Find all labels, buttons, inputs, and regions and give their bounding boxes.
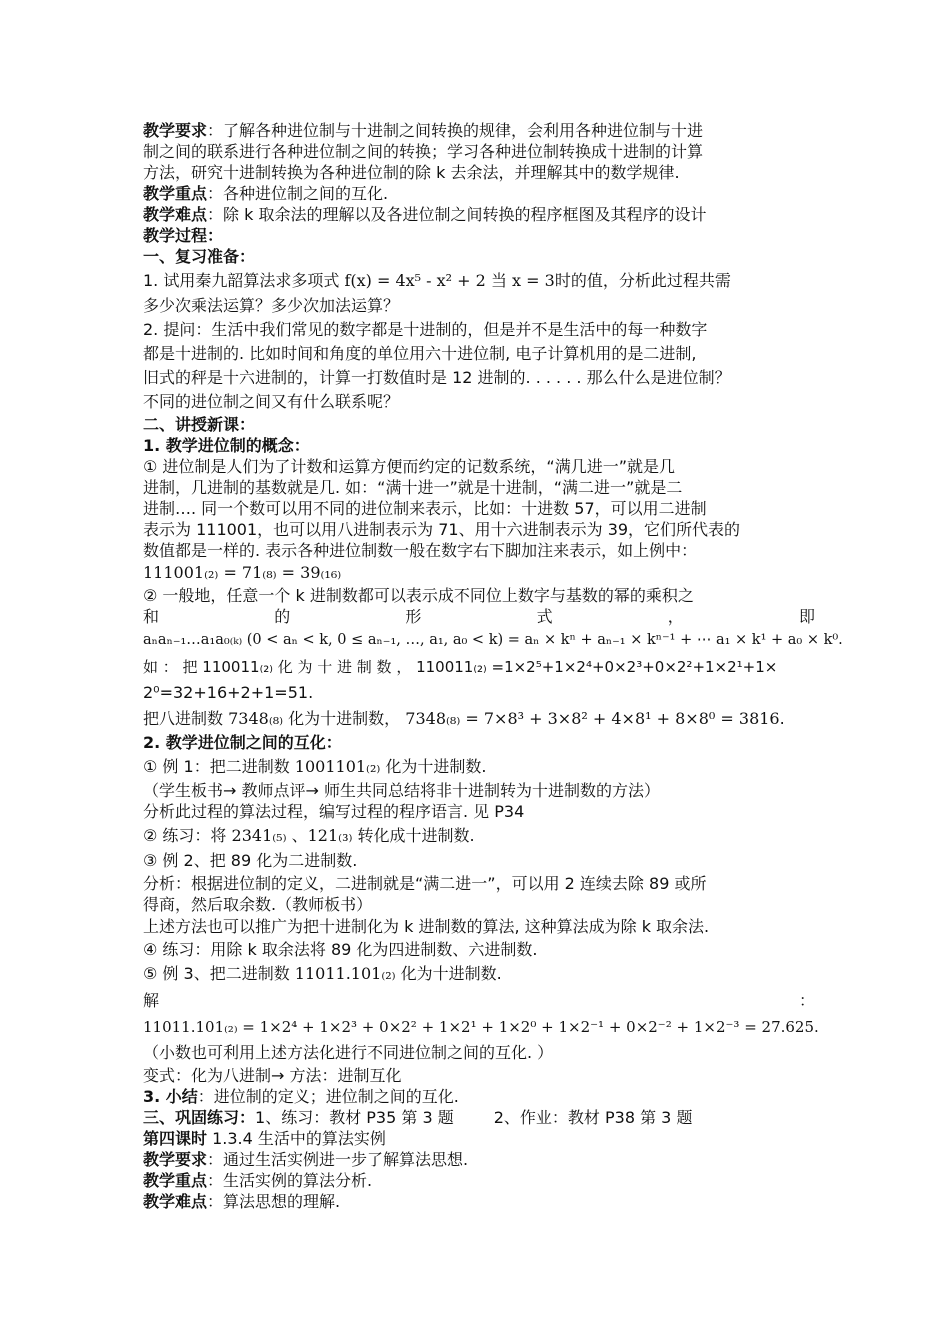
teaching-difficulty: 教学难点：除 k 取余法的理解以及各进位制之间转换的程序框图及其程序的设计 [143, 205, 707, 224]
concept-para-line1: ① 进位制是人们为了计数和运算方便而约定的记数系统，“满几进一”就是几 [143, 457, 676, 476]
solution-label-line: 解 ： [143, 991, 815, 1010]
general-form-line2: 和 的 形 式 ， 即 [143, 607, 815, 626]
lesson4-key-point: 教学重点：生活实例的算法分析. [143, 1171, 373, 1190]
review-question2-cont2: 旧式的秤是十六进制的，计算一打数值时是 12 进制的. . . . . . 那么什么是进位制？ [143, 368, 731, 387]
concept-heading: 1. 教学进位制的概念： [143, 436, 310, 455]
lesson4-difficulty: 教学难点：算法思想的理解. [143, 1192, 341, 1211]
example1-analysis: 分析此过程的算法过程，编写过程的程序语言. 见 P34 [143, 802, 525, 821]
requirements-label: 教学要求 [143, 121, 208, 140]
document-body [143, 120, 843, 1212]
teaching-key-point: 教学重点：各种进位制之间的互化. [143, 184, 389, 203]
exercise4: ④ 练习：用除 k 取余法将 89 化为四进制数、六进制数. [143, 940, 538, 959]
section3-practice: 三、巩固练习：1、练习：教材 P35 第 3 题 2、作业：教材 P38 第 3 题 [143, 1108, 693, 1127]
octal-formula: 7348₍₈₎ = 7×8³ + 3×8² + 4×8¹ + 8×8⁰ = 3816 [405, 709, 780, 728]
decimal-note: （小数也可利用上述方法化进行不同进位制之间的互化. ） [143, 1043, 554, 1062]
section2-heading: 二、讲授新课： [143, 415, 256, 434]
concept-para-line5: 数值都是一样的. 表示各种进位制数一般在数字右下脚加注来表示，如上例中： [143, 541, 698, 560]
lesson4-requirements: 教学要求：通过生活实例进一步了解算法思想. [143, 1150, 469, 1169]
example3: ⑤ 例 3、把二进制数 11011.101₍₂₎ 化为十进制数. [143, 964, 502, 983]
summary: 3. 小结：进位制的定义；进位制之间的互化. [143, 1087, 459, 1106]
review-question2-cont1: 都是十进制的. 比如时间和角度的单位用六十进位制, 电子计算机用的是二进制, [143, 344, 697, 363]
binary-example-line2: 2⁰=32+16+2+1=51. [143, 683, 314, 702]
teaching-process-heading: 教学过程： [143, 226, 224, 245]
concept-para-line3: 进制…. 同一个数可以用不同的进位制来表示，比如：十进数 57，可以用二进制 [143, 499, 707, 518]
solution-formula: 11011.101₍₂₎ = 1×2⁴ + 1×2³ + 0×2² + 1×2¹ + 1×2⁰ + 1×2⁻¹ + 0×2⁻² + 1×2⁻³ = 27.625. [143, 1018, 819, 1036]
review-question2-cont3: 不同的进位制之间又有什么联系呢？ [143, 392, 400, 411]
example2-analysis-line2: 得商，然后取余数.（教师板书） [143, 895, 373, 914]
teaching-requirements-line3: 方法，研究十进制转换为各种进位制的除 k 去余法，并理解其中的数学规律. [143, 163, 680, 182]
general-form-line1: ② 一般地，任意一个 k 进制数都可以表示成不同位上数字与基数的幂的乘积之 [143, 586, 694, 605]
polynomial-formula: f(x) = 4x⁵ - x² + 2 [344, 271, 486, 290]
example1-note: （学生板书→ 教师点评→ 师生共同总结将非十进制转为十进制数的方法） [143, 781, 660, 800]
general-form-formula: aₙaₙ₋₁…a₁a₀₍ₖ₎ (0 < aₙ < k, 0 ≤ aₙ₋₁, …, a₁, a₀ < k) = aₙ × kⁿ + aₙ₋₁ × kⁿ⁻¹ + ⋯ a₁ × k¹ + a₀ × k⁰. [143, 632, 843, 648]
teaching-requirements-line2: 制之间的联系进行各种进位制之间的转换；学习各种进位制转换成十进制的计算 [143, 142, 704, 161]
base-equivalence-equation: 111001₍₂₎ = 71₍₈₎ = 39₍₁₆₎ [143, 563, 342, 582]
review-question1-cont: 多少次乘法运算？多少次加法运算？ [143, 296, 400, 315]
concept-para-line2: 进制，几进制的基数就是几. 如：“满十进一”就是十进制，“满二进一”就是二 [143, 478, 683, 497]
remainder-method: 上述方法也可以推广为把十进制化为 k 进制数的算法, 这种算法成为除 k 取余法. [143, 917, 710, 936]
variation-note: 变式：化为八进制→ 方法：进制互化 [143, 1066, 402, 1085]
concept-para-line4: 表示为 111001，也可以用八进制表示为 71、用十六进制表示为 39，它们所代表的 [143, 520, 741, 539]
binary-example-line1: 如 ： 把 110011₍₂₎ 化 为 十 进 制 数 ， 110011₍₂₎ =1×2⁵+1×2⁴+0×2³+0×2²+1×2¹+1× [143, 658, 778, 676]
review-question1: 1. 试用秦九韶算法求多项式 f(x) = 4x⁵ - x² + 2 当 x = 3时的值，分析此过程共需 [143, 271, 731, 290]
review-question2: 2. 提问：生活中我们常见的数字都是十进制的，但是并不是生活中的每一种数字 [143, 320, 708, 339]
example2: ③ 例 2、把 89 化为二进制数. [143, 851, 358, 870]
octal-example: 把八进制数 7348₍₈₎ 化为十进制数， 7348₍₈₎ = 7×8³ + 3×8² + 4×8¹ + 8×8⁰ = 3816. [143, 709, 785, 728]
section1-heading: 一、复习准备： [143, 247, 256, 266]
example2-analysis-line1: 分析：根据进位制的定义，二进制就是“满二进一”，可以用 2 连续去除 89 或所 [143, 874, 707, 893]
example1: ① 例 1：把二进制数 1001101₍₂₎ 化为十进制数. [143, 757, 487, 776]
exercise2: ② 练习：将 2341₍₅₎ 、121₍₃₎ 转化成十进制数. [143, 826, 475, 845]
conversion-heading: 2. 教学进位制之间的互化： [143, 733, 342, 752]
lesson4-heading: 第四课时 1.3.4 生活中的算法实例 [143, 1129, 386, 1148]
teaching-requirements-line1: 教学要求：了解各种进位制与十进制之间转换的规律，会利用各种进位制与十进 [143, 121, 704, 140]
